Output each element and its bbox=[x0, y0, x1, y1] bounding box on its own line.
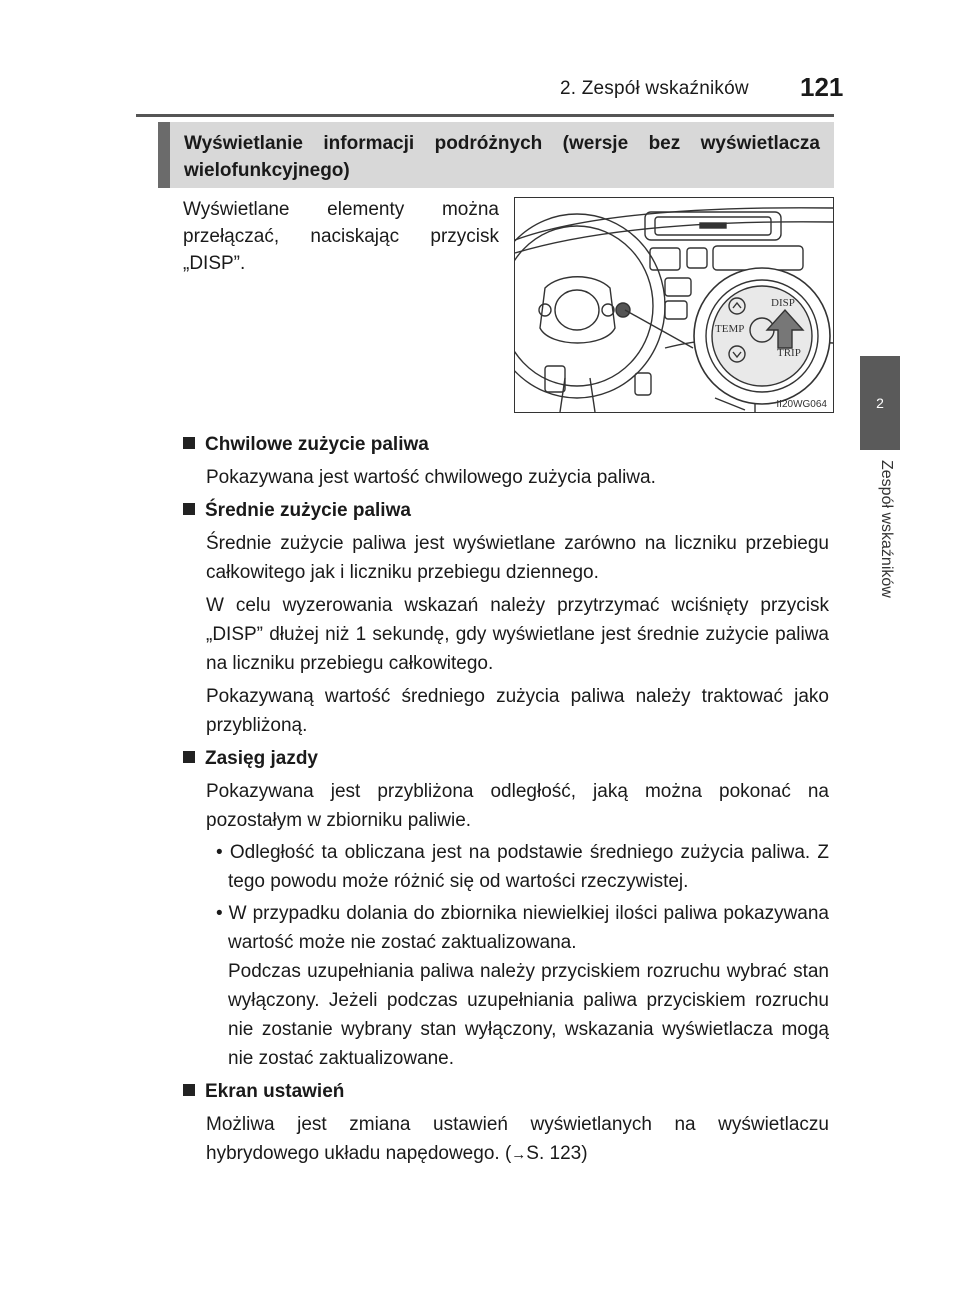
figure-code: II20WG064 bbox=[776, 399, 827, 410]
intro-paragraph: Wyświetlane elementy można przełączać, naciskając przycisk „DISP”. bbox=[183, 199, 499, 274]
paragraph: Średnie zużycie paliwa jest wyświetlane zarówno na liczniku przebiegu całkowitego jak i liczniku przebiegu dziennego. bbox=[206, 533, 829, 583]
paragraph: W celu wyzerowania wskazań należy przytrzymać wciśnięty przycisk „DISP” dłużej niż 1 sekundę, gdy wyświetlane jest średnie zużycie paliwa na liczniku przebiegu całkowitego. bbox=[206, 595, 829, 674]
item-heading-settings-screen: Ekran ustawień bbox=[183, 1077, 829, 1106]
chapter-tab-number: 2 bbox=[876, 395, 884, 411]
item-heading-instant-consumption: Chwilowe zużycie paliwa bbox=[183, 430, 829, 459]
item-heading-driving-range: Zasięg jazdy bbox=[183, 744, 829, 773]
paragraph: Pokazywana jest wartość chwilowego zużycia paliwa. bbox=[206, 467, 656, 488]
square-bullet-icon bbox=[183, 503, 195, 515]
chapter-tab[interactable] bbox=[860, 356, 900, 450]
bullet-item: • Odległość ta obliczana jest na podstawie średniego zużycia paliwa. Z tego powodu może różnić się od wartości rzeczywistej. bbox=[216, 842, 830, 892]
arrow-right-icon: → bbox=[511, 1146, 527, 1163]
trip-label: TRIP bbox=[777, 347, 801, 359]
header-chapter-title: 2. Zespół wskaźników bbox=[560, 78, 749, 99]
paragraph: Pokazywana jest przybliżona odległość, jaką można pokonać na pozostałym w zbiorniku paliwie. bbox=[206, 781, 829, 831]
paragraph: Pokazywaną wartość średniego zużycia paliwa należy traktować jako przybliżoną. bbox=[206, 686, 829, 736]
header-rule bbox=[136, 114, 834, 117]
chapter-side-title: Zespół wskaźników bbox=[878, 460, 895, 598]
dashboard-drawing bbox=[515, 198, 833, 412]
bullet-dot: • bbox=[216, 903, 223, 924]
page-number: 121 bbox=[800, 72, 844, 102]
bullet-dot: • bbox=[216, 842, 223, 863]
content-body bbox=[183, 426, 829, 1171]
paragraph: Możliwa jest zmiana ustawień wyświetlanych na wyświetlaczu hybrydowego układu napędowego. (→S. 123) bbox=[206, 1110, 829, 1169]
bullet-item: • W przypadku dolania do zbiornika niewielkiej ilości paliwa pokazywana wartość może nie zostać zaktualizowana. Podczas uzupełniania paliwa należy przyciskiem rozruchu wybrać stan wyłączony. Jeżeli podczas uzupełniania paliwa przyciskiem rozruchu nie zostanie wybrany stan wyłączony, wskazania wyświetlacza mogą nie zostać zaktualizowane. bbox=[206, 899, 829, 1073]
bullet-continuation: Podczas uzupełniania paliwa należy przyciskiem rozruchu wybrać stan wyłączony. Jeżeli podczas uzupełniania paliwa przyciskiem rozruchu nie zostanie wybrany stan wyłączony, wskazania wyświetlacza mogą nie zostać zaktualizowane. bbox=[228, 961, 829, 1069]
section-heading: Wyświetlanie informacji podróżnych (wersje bez wyświetlacza wielofunkcyjnego) bbox=[158, 122, 834, 188]
dashboard-illustration bbox=[514, 197, 834, 413]
page-reference-link[interactable]: S. 123 bbox=[526, 1143, 582, 1164]
square-bullet-icon bbox=[183, 1084, 195, 1096]
square-bullet-icon bbox=[183, 751, 195, 763]
square-bullet-icon bbox=[183, 437, 195, 449]
disp-label: DISP bbox=[771, 297, 795, 309]
item-heading-average-consumption: Średnie zużycie paliwa bbox=[183, 496, 829, 525]
temp-label: TEMP bbox=[715, 323, 745, 335]
